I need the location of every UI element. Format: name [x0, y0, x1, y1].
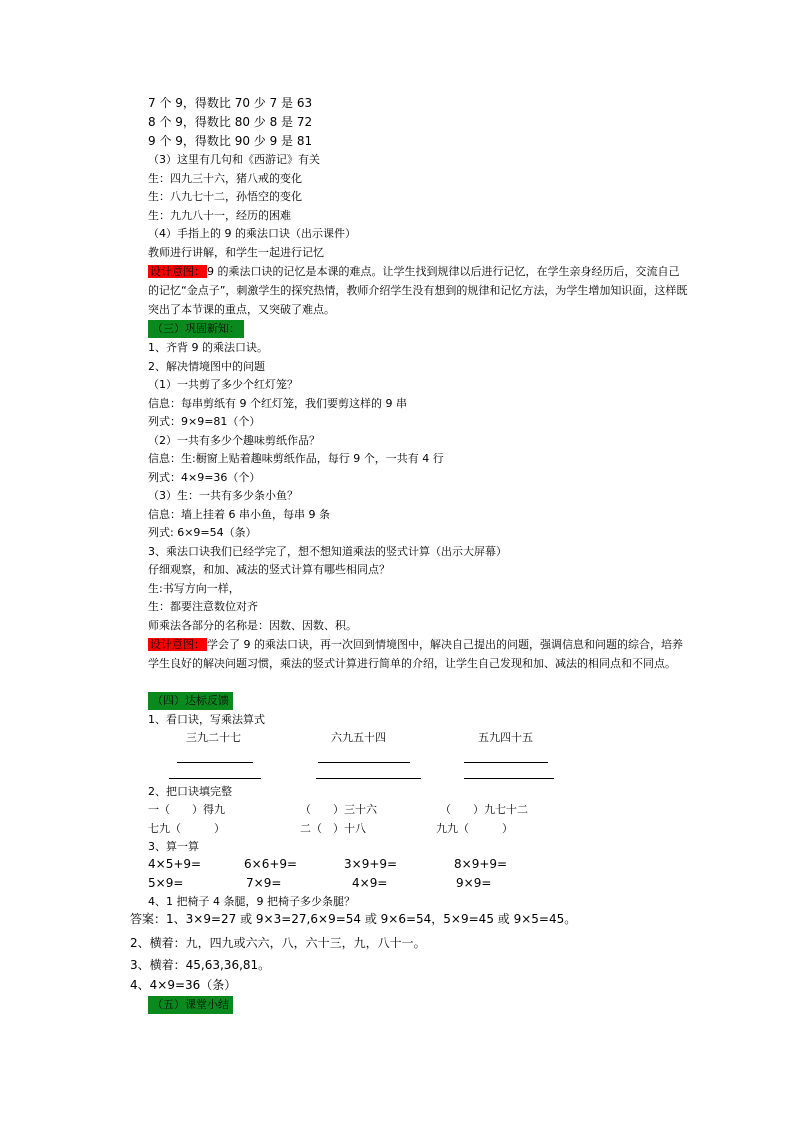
design-intent-label: 设计意图： — [150, 638, 205, 651]
formula-phrase: 六九五十四 — [331, 731, 386, 744]
text-line: 列式：9×9=81（个） — [148, 415, 261, 428]
answer-blank — [464, 778, 554, 779]
fill-item: 九九（ ） — [436, 822, 513, 835]
text-line: 3、乘法口诀我们已经学完了，想不想知道乘法的竖式计算（出示大屏幕） — [148, 545, 507, 558]
math-item: 5×9= — [148, 876, 184, 890]
text-line: 仔细观察，和加、减法的竖式计算有哪些相同点？ — [148, 563, 390, 576]
text-line: 列式: 6×9=54（条） — [148, 526, 257, 539]
fill-item: （ ）九七十二 — [440, 803, 528, 816]
text-line: 生：都要注意数位对齐 — [148, 600, 258, 613]
section-heading: （四）达标反馈 — [148, 692, 233, 710]
math-item: 4×5+9= — [148, 857, 202, 871]
fill-item: （ ）三十六 — [300, 803, 377, 816]
text-line: 信息：墙上挂着 6 串小鱼，每串 9 条 — [148, 508, 330, 521]
math-item: 4×9= — [352, 876, 388, 890]
text-line: 9 个 9，得数比 90 少 9 是 81 — [148, 134, 313, 148]
answer-line: 2、横着：九，四九或六六，八，六十三，九，八十一。 — [130, 936, 426, 950]
math-item: 7×9= — [246, 876, 282, 890]
text-line: 生：四九三十六，猪八戒的变化 — [148, 172, 302, 185]
question-line: 1、看口诀，写乘法算式 — [148, 713, 265, 726]
math-item: 3×9+9= — [344, 857, 398, 871]
text-line: （1）一共剪了多少个红灯笼？ — [148, 378, 298, 391]
design-intent-paragraph — [148, 635, 688, 673]
question-line: 3、算一算 — [148, 840, 199, 853]
answer-blank — [177, 762, 253, 763]
answer-blank — [464, 762, 548, 763]
text-line: 7 个 9，得数比 70 少 7 是 63 — [148, 96, 313, 110]
text-line: 1、齐背 9 的乘法口诀。 — [148, 341, 268, 354]
answer-blank — [316, 778, 421, 779]
text-line: 信息：生:橱窗上贴着趣味剪纸作品，每行 9 个，一共有 4 行 — [148, 452, 444, 465]
fill-item: 二（ ）十八 — [300, 822, 366, 835]
design-intent-text: 学会了 9 的乘法口诀，再一次回到情境图中，解决自己提出的问题，强调信息和问题的综合，培养学生良好的解决问题习惯，乘法的竖式计算进行简单的介绍，让学生自己发现和加、减法的相同点和不同点。 — [148, 638, 683, 670]
fill-item: 一（ ）得九 — [148, 803, 225, 816]
text-line: （2）一共有多少个趣味剪纸作品？ — [148, 434, 320, 447]
text-line: 信息：每串剪纸有 9 个红灯笼，我们要剪这样的 9 串 — [148, 397, 407, 410]
text-line: （4）手指上的 9 的乘法口诀（出示课件） — [148, 227, 356, 240]
text-line: （3）生：一共有多少条小鱼？ — [148, 489, 298, 502]
text-line: 生:书写方向一样， — [148, 582, 240, 595]
answer-blank — [318, 762, 410, 763]
text-line: 8 个 9，得数比 80 少 8 是 72 — [148, 115, 313, 129]
text-line: 列式：4×9=36（个） — [148, 471, 261, 484]
answer-line: 3、横着：45,63,36,81。 — [130, 958, 271, 972]
formula-phrase: 三九二十七 — [186, 731, 241, 744]
text-line: 师乘法各部分的名称是：因数、因数、积。 — [148, 619, 357, 632]
text-line: 生：九九八十一，经历的困难 — [148, 209, 291, 222]
text-line: 2、解决情境图中的问题 — [148, 360, 265, 373]
answer-line: 4、4×9=36（条） — [130, 978, 237, 992]
text-line: 教师进行讲解，和学生一起进行记忆 — [148, 246, 324, 259]
question-line: 4、1 把椅子 4 条腿，9 把椅子多少条腿？ — [148, 895, 355, 908]
math-item: 9×9= — [456, 876, 492, 890]
answer-blank — [169, 778, 261, 779]
answer-line: 答案：1、3×9=27 或 9×3=27,6×9=54 或 9×6=54，5×9=45 或 9×5=45。 — [130, 912, 577, 926]
text-line: （3）这里有几句和《西游记》有关 — [148, 153, 320, 166]
section-heading: （三）巩固新知： — [148, 320, 244, 338]
question-line: 2、把口诀填完整 — [148, 785, 232, 798]
design-intent-paragraph — [148, 262, 688, 319]
text-line: 生：八九七十二，孙悟空的变化 — [148, 190, 302, 203]
design-intent-text: 9 的乘法口诀的记忆是本课的难点。让学生找到规律以后进行记忆，在学生亲身经历后，交流自己的记忆“金点子”，刺激学生的探究热情，教师介绍学生没有想到的规律和记忆方法，为学生增加知识面，这样既突出了本节课的重点，又突破了难点。 — [148, 265, 688, 316]
design-intent-label: 设计意图： — [150, 265, 205, 278]
math-item: 8×9+9= — [454, 857, 508, 871]
section-heading: （五）课堂小结 — [148, 996, 233, 1014]
math-item: 6×6+9= — [244, 857, 298, 871]
fill-item: 七九（ ） — [148, 822, 225, 835]
formula-phrase: 五九四十五 — [478, 731, 533, 744]
